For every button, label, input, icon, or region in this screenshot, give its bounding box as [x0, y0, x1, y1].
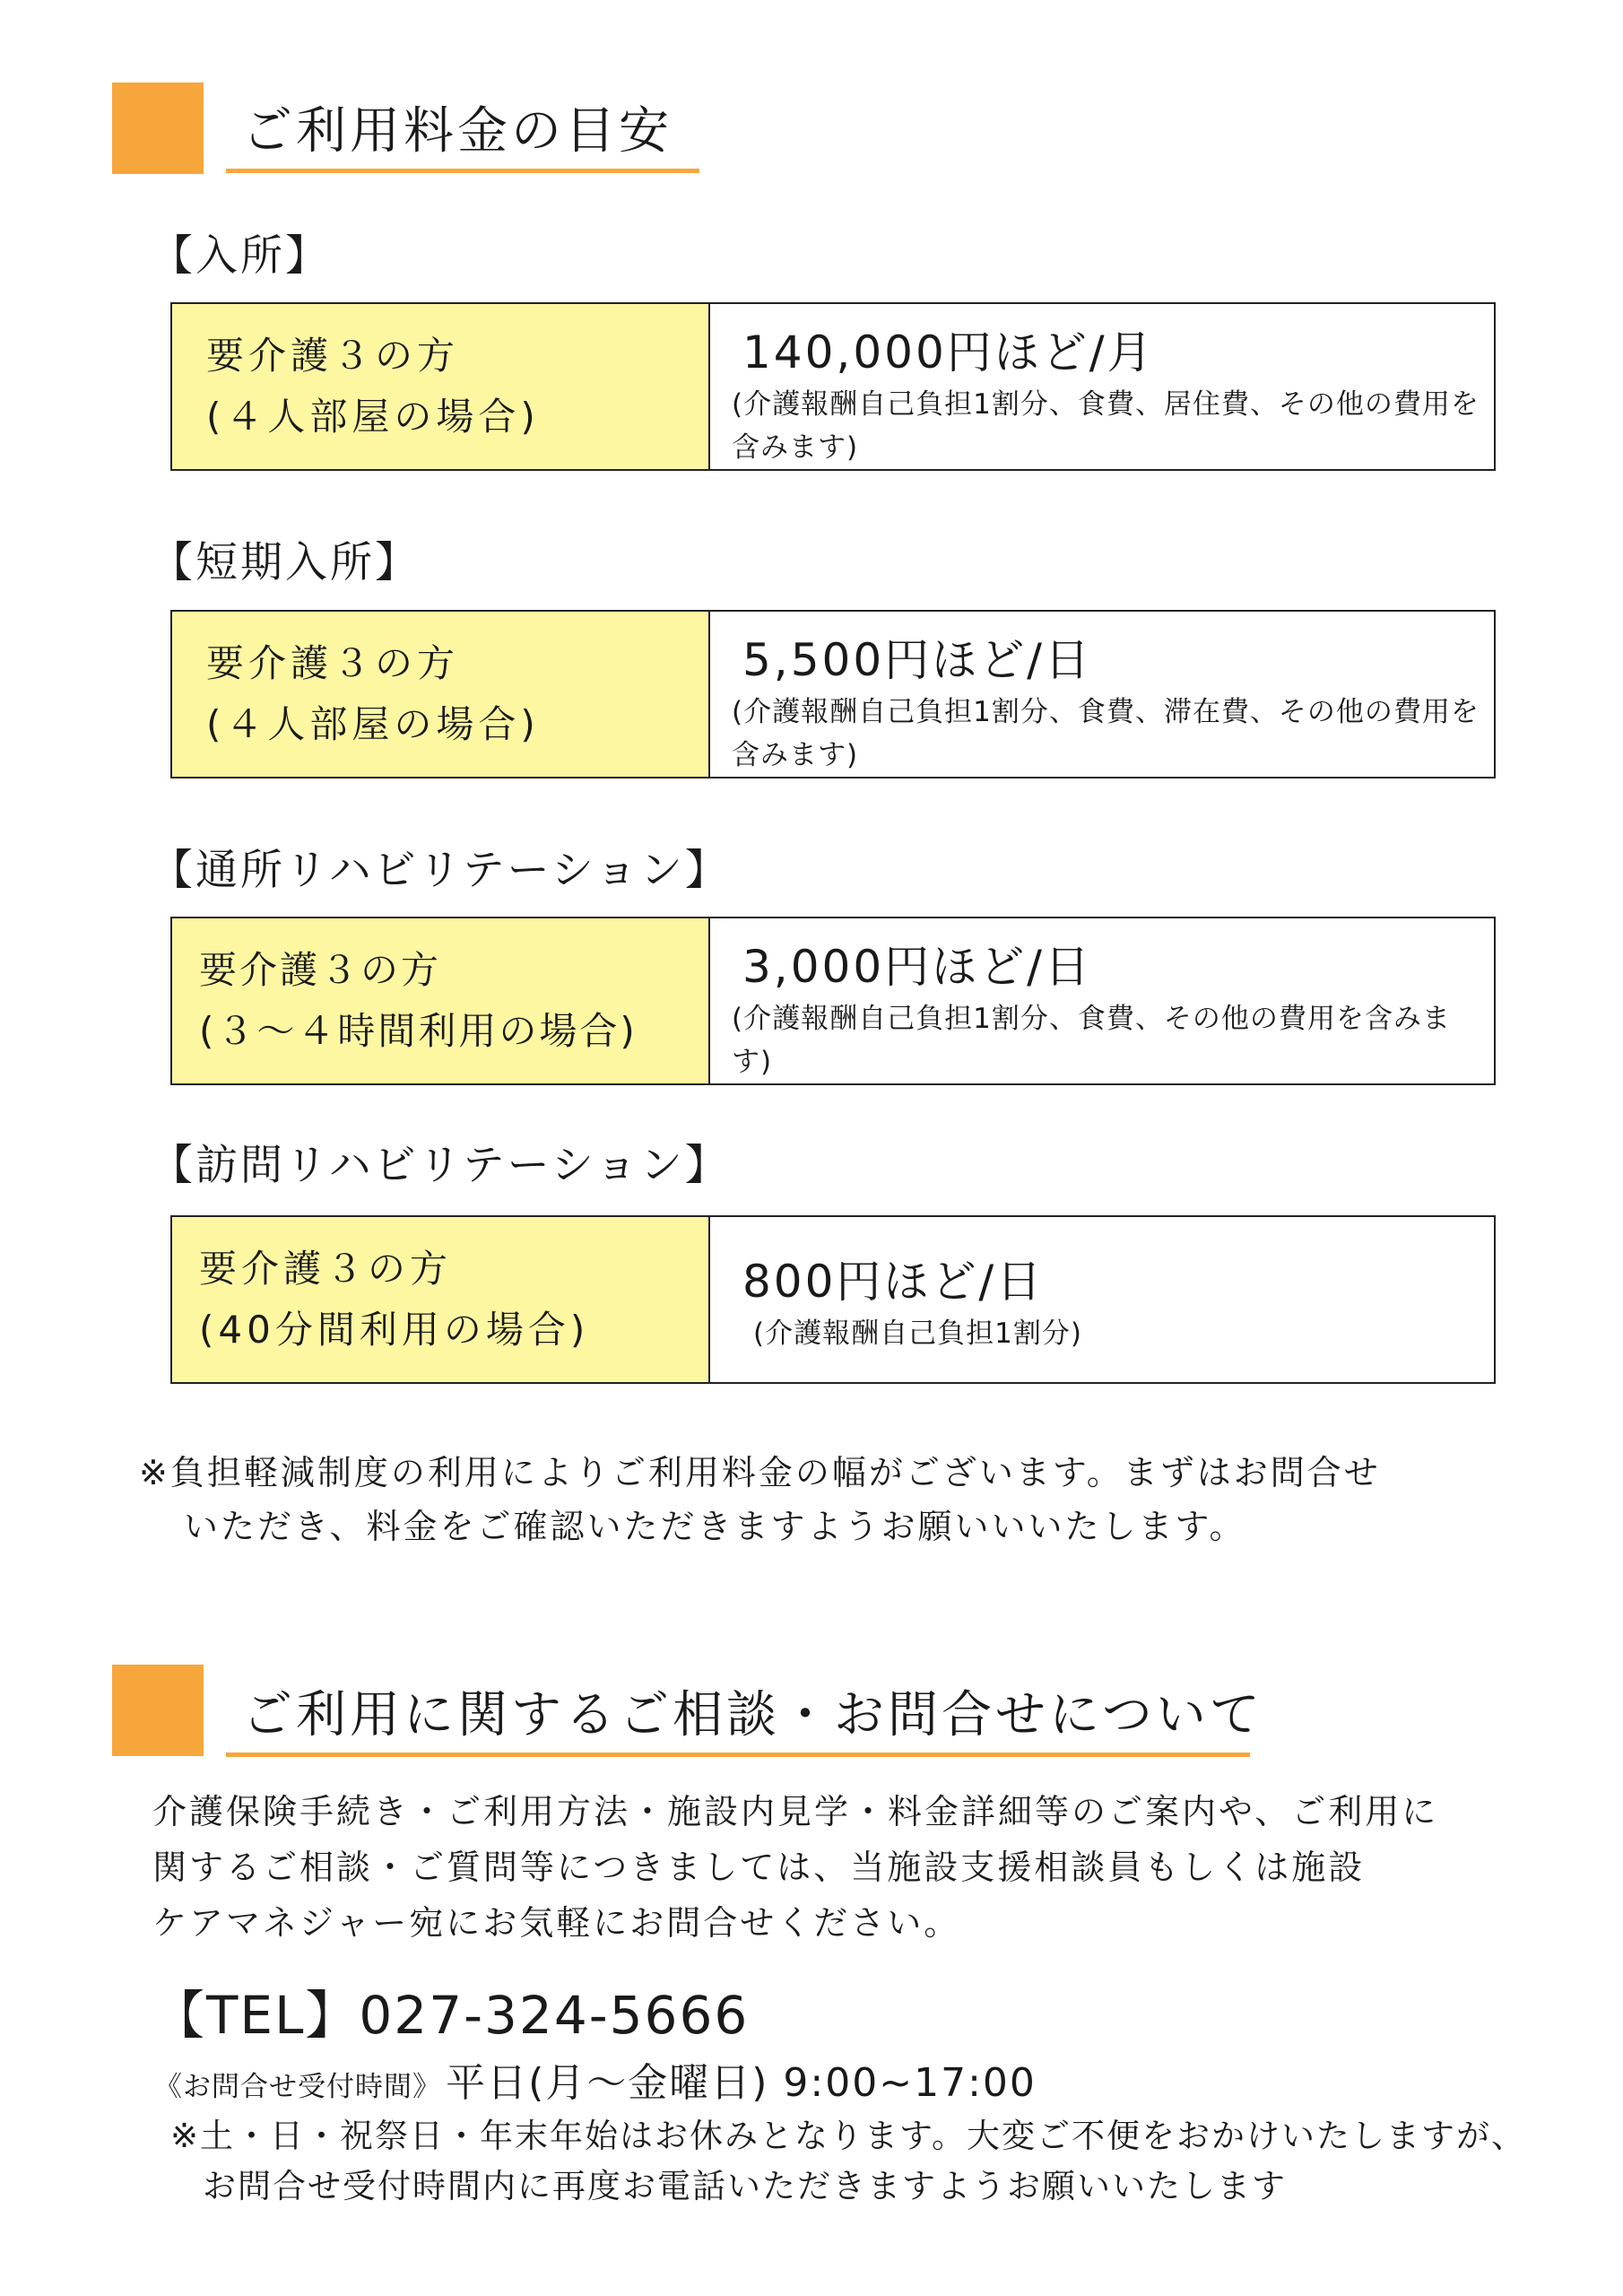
fee-condition-line1: 要介護３の方 [206, 334, 460, 378]
fee-price: 140,000円ほど/月 [742, 326, 1155, 378]
section-marker-square [112, 83, 204, 174]
fee-row [170, 610, 1496, 778]
fee-condition-line2: (４人部屋の場合) [206, 702, 540, 746]
fee-condition-line2: (３～４時間利用の場合) [199, 1009, 638, 1053]
category-heading: 【入所】 [151, 231, 330, 281]
fee-section-header [112, 83, 704, 181]
fee-footnote-line1: ※負担軽減制度の利用によりご利用料金の幅がございます。まずはお問合せ [139, 1453, 1381, 1492]
fee-price-cell [710, 918, 1494, 1083]
section-marker-square [112, 1665, 204, 1756]
fee-note: (介護報酬自己負担1割分、食費、滞在費、その他の費用を含みます) [732, 696, 1480, 771]
fee-row [170, 917, 1496, 1085]
fee-section-title: ご利用料金の目安 [242, 102, 673, 161]
fee-note: (介護報酬自己負担1割分、食費、その他の費用を含みます) [732, 1003, 1451, 1078]
fee-price-cell [710, 1217, 1494, 1382]
fee-condition-line2: (４人部屋の場合) [206, 395, 540, 439]
contact-body-line2: 関するご相談・ご質問等につきましては、当施設支援相談員もしくは施設 [152, 1848, 1366, 1887]
contact-section-header [112, 1665, 1263, 1763]
fee-price: 3,000円ほど/日 [742, 941, 1092, 993]
reception-hours-label: 《お問合せ受付時間》 [154, 2071, 441, 2103]
category-heading: 【訪問リハビリテーション】 [151, 1141, 730, 1190]
fee-row [170, 302, 1496, 471]
fee-condition-line1: 要介護３の方 [199, 948, 442, 992]
fee-condition-line1: 要介護３の方 [206, 641, 460, 685]
section-underline [226, 169, 699, 173]
phone-number: 【TEL】027-324-5666 [152, 1985, 750, 2046]
fee-price-cell [710, 612, 1494, 777]
fee-note: (介護報酬自己負担1割分) [753, 1318, 1082, 1350]
fee-note: (介護報酬自己負担1割分、食費、居住費、その他の費用を含みます) [732, 388, 1480, 464]
reception-hours-text: 平日(月～金曜日) 9:00~17:00 [446, 2060, 1037, 2106]
fee-condition-cell [172, 304, 710, 469]
fee-price-cell [710, 304, 1494, 469]
contact-footnote [170, 2111, 1533, 2212]
category-heading: 【短期入所】 [151, 538, 420, 587]
fee-price: 5,500円ほど/日 [742, 634, 1092, 686]
reception-hours [154, 2050, 1037, 2108]
fee-footnote-line2: いただき、料金をご確認いただきますようお願いいいたします。 [184, 1507, 1246, 1546]
fee-condition-cell [172, 1217, 710, 1382]
fee-condition-cell [172, 612, 710, 777]
category-heading: 【通所リハビリテーション】 [151, 846, 730, 895]
fee-row [170, 1215, 1496, 1384]
fee-condition-line1: 要介護３の方 [199, 1247, 453, 1291]
fee-condition-cell [172, 918, 710, 1083]
contact-footnote-line1: ※土・日・祝祭日・年末年始はお休みとなります。大変ご不便をおかけいたしますが、 [170, 2117, 1527, 2155]
fee-price: 800円ほど/日 [742, 1256, 1045, 1308]
section-underline [226, 1752, 1250, 1757]
fee-condition-line2: (40分間利用の場合) [199, 1308, 590, 1352]
contact-body-line3: ケアマネジャー宛にお気軽にお問合せください。 [152, 1903, 961, 1943]
contact-section-title: ご利用に関するご相談・お問合せについて [242, 1686, 1263, 1744]
contact-footnote-line2: お問合せ受付時間内に再度お電話いただきますようお願いいたします [203, 2167, 1287, 2205]
contact-body-line1: 介護保険手続き・ご利用方法・施設内見学・料金詳細等のご案内や、ご利用に [152, 1792, 1439, 1831]
